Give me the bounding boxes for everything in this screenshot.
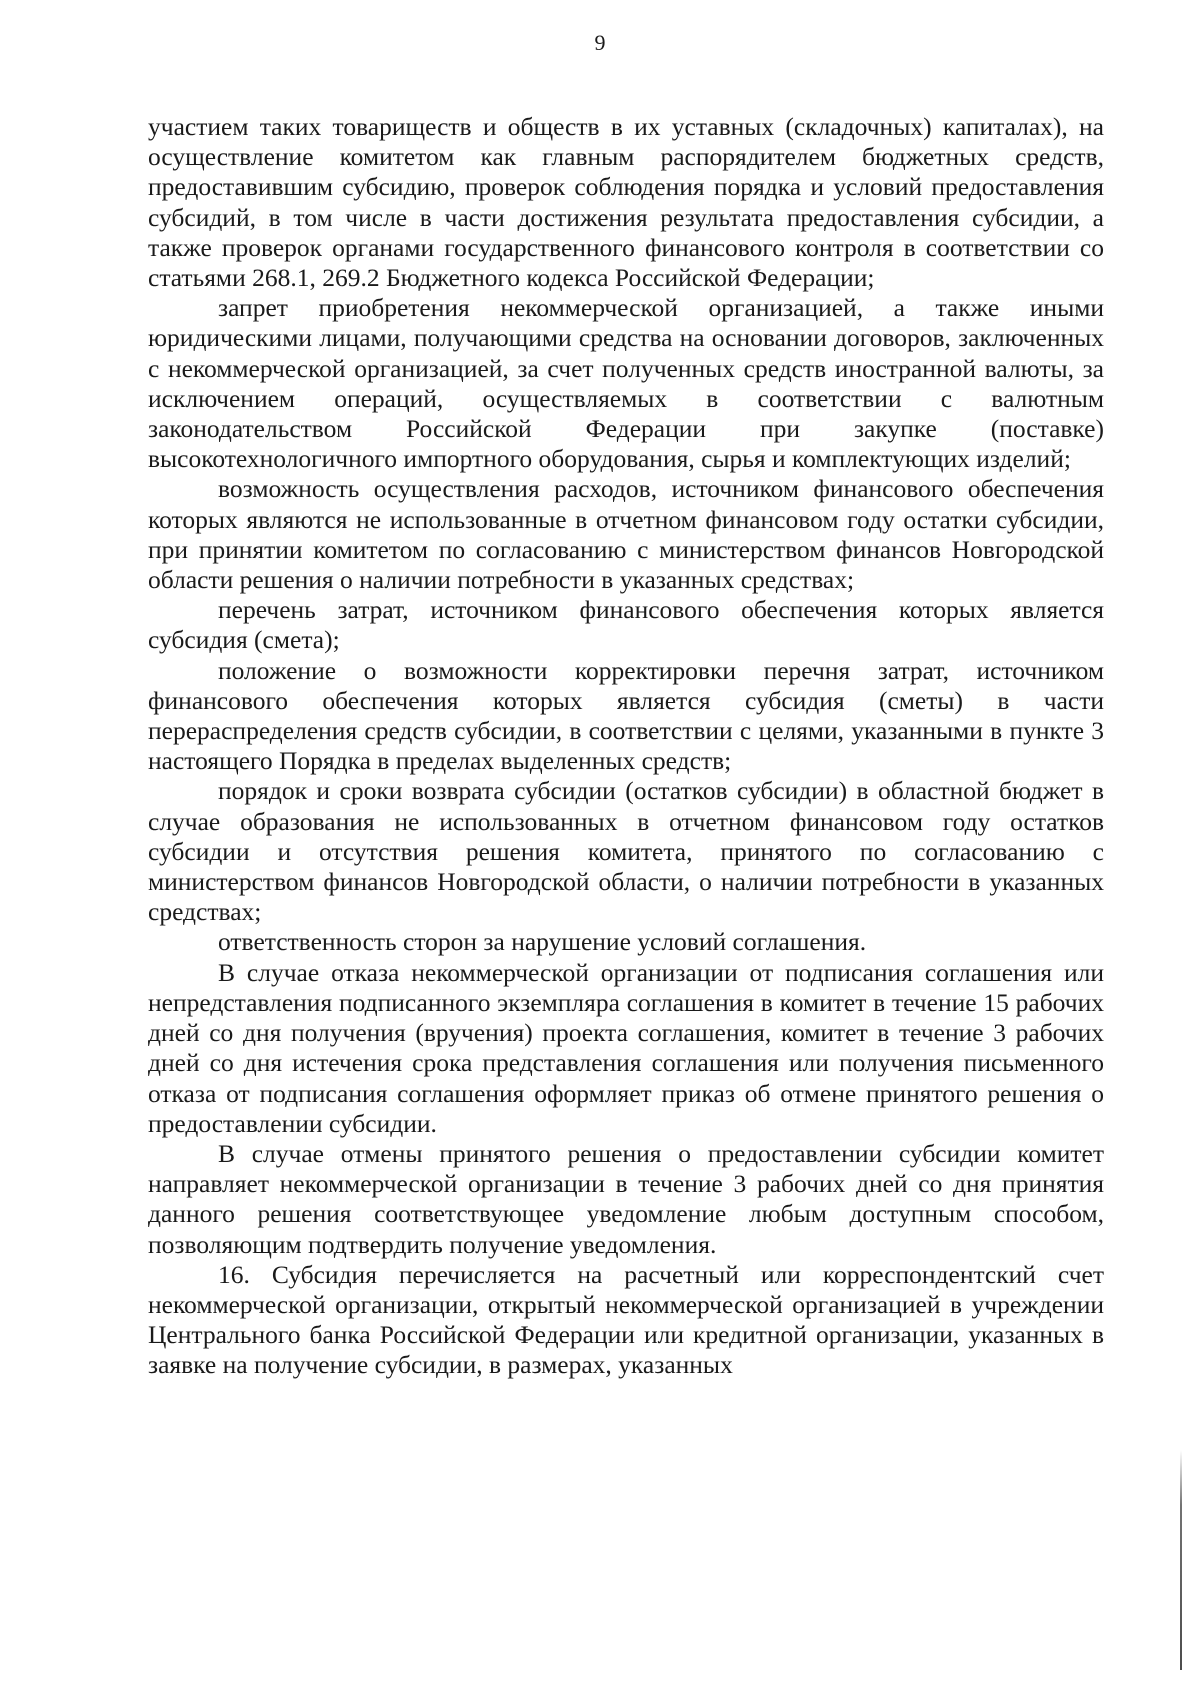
paragraph-currency-ban: запрет приобретения некоммерческой организацией, а также иными юридическими лицами, получающими средства на основании договоров, заключенных с некоммерческой организацией, за счет полученных средств иностранной валюты, за исключением операций, осуществляемых в соответствии с валютным законодательством Российской Федерации при закупке (поставке) высокотехнологичного импортного оборудования, сырья и комплектующих изделий;: [148, 293, 1104, 474]
document-body: [148, 112, 1104, 1381]
paragraph-refusal-case: В случае отказа некоммерческой организации от подписания соглашения или непредставления подписанного экземпляра соглашения в комитет в течение 15 рабочих дней со дня получения (вручения) проекта соглашения, комитет в течение 3 рабочих дней со дня истечения срока представления соглашения или получения письменного отказа от подписания соглашения оформляет приказ об отмене принятого решения о предоставлении субсидии.: [148, 957, 1104, 1138]
page-number: 9: [594, 30, 606, 55]
scan-edge-mark: [1180, 1450, 1182, 1670]
paragraph-cost-list: перечень затрат, источником финансового обеспечения которых является субсидия (смета);: [148, 595, 1104, 655]
paragraph-unused-balance: возможность осуществления расходов, источником финансового обеспечения которых являются не использованные в отчетном финансовом году остатки субсидии, при принятии комитетом по согласованию с министерством финансов Новгородской области решения о наличии потребности в указанных средствах;: [148, 474, 1104, 595]
paragraph-cancellation-notice: В случае отмены принятого решения о предоставлении субсидии комитет направляет некоммерческой организации в течение 3 рабочих дней со дня принятия данного решения соответствующее уведомление любым доступным способом, позволяющим подтвердить получение уведомления.: [148, 1138, 1104, 1259]
paragraph-cost-adjustment: положение о возможности корректировки перечня затрат, источником финансового обеспечения которых является субсидия (сметы) в части перераспределения средств субсидии, в соответствии с целями, указанными в пункте 3 настоящего Порядка в пределах выделенных средств;: [148, 655, 1104, 776]
paragraph-responsibility: ответственность сторон за нарушение условий соглашения.: [218, 927, 867, 957]
paragraph-refund-procedure: порядок и сроки возврата субсидии (остатков субсидии) в областной бюджет в случае образования не использованных в отчетном финансовом году остатков субсидии и отсутствия решения комитета, принятого по согласованию с министерством финансов Новгородской области, о наличии потребности в указанных средствах;: [148, 776, 1104, 927]
paragraph-item-16: 16. Субсидия перечисляется на расчетный или корреспондентский счет некоммерческой организации, открытый некоммерческой организацией в учреждении Центрального банка Российской Федерации или кредитной организации, указанных в заявке на получение субсидии, в размерах, указанных: [148, 1259, 1104, 1380]
paragraph-continuation: участием таких товариществ и обществ в их уставных (складочных) капиталах), на осуществление комитетом как главным распорядителем бюджетных средств, предоставившим субсидию, проверок соблюдения порядка и условий предоставления субсидий, в том числе в части достижения результата предоставления субсидии, а также проверок органами государственного финансового контроля в соответствии со статьями 268.1, 269.2 Бюджетного кодекса Российской Федерации;: [148, 112, 1104, 293]
